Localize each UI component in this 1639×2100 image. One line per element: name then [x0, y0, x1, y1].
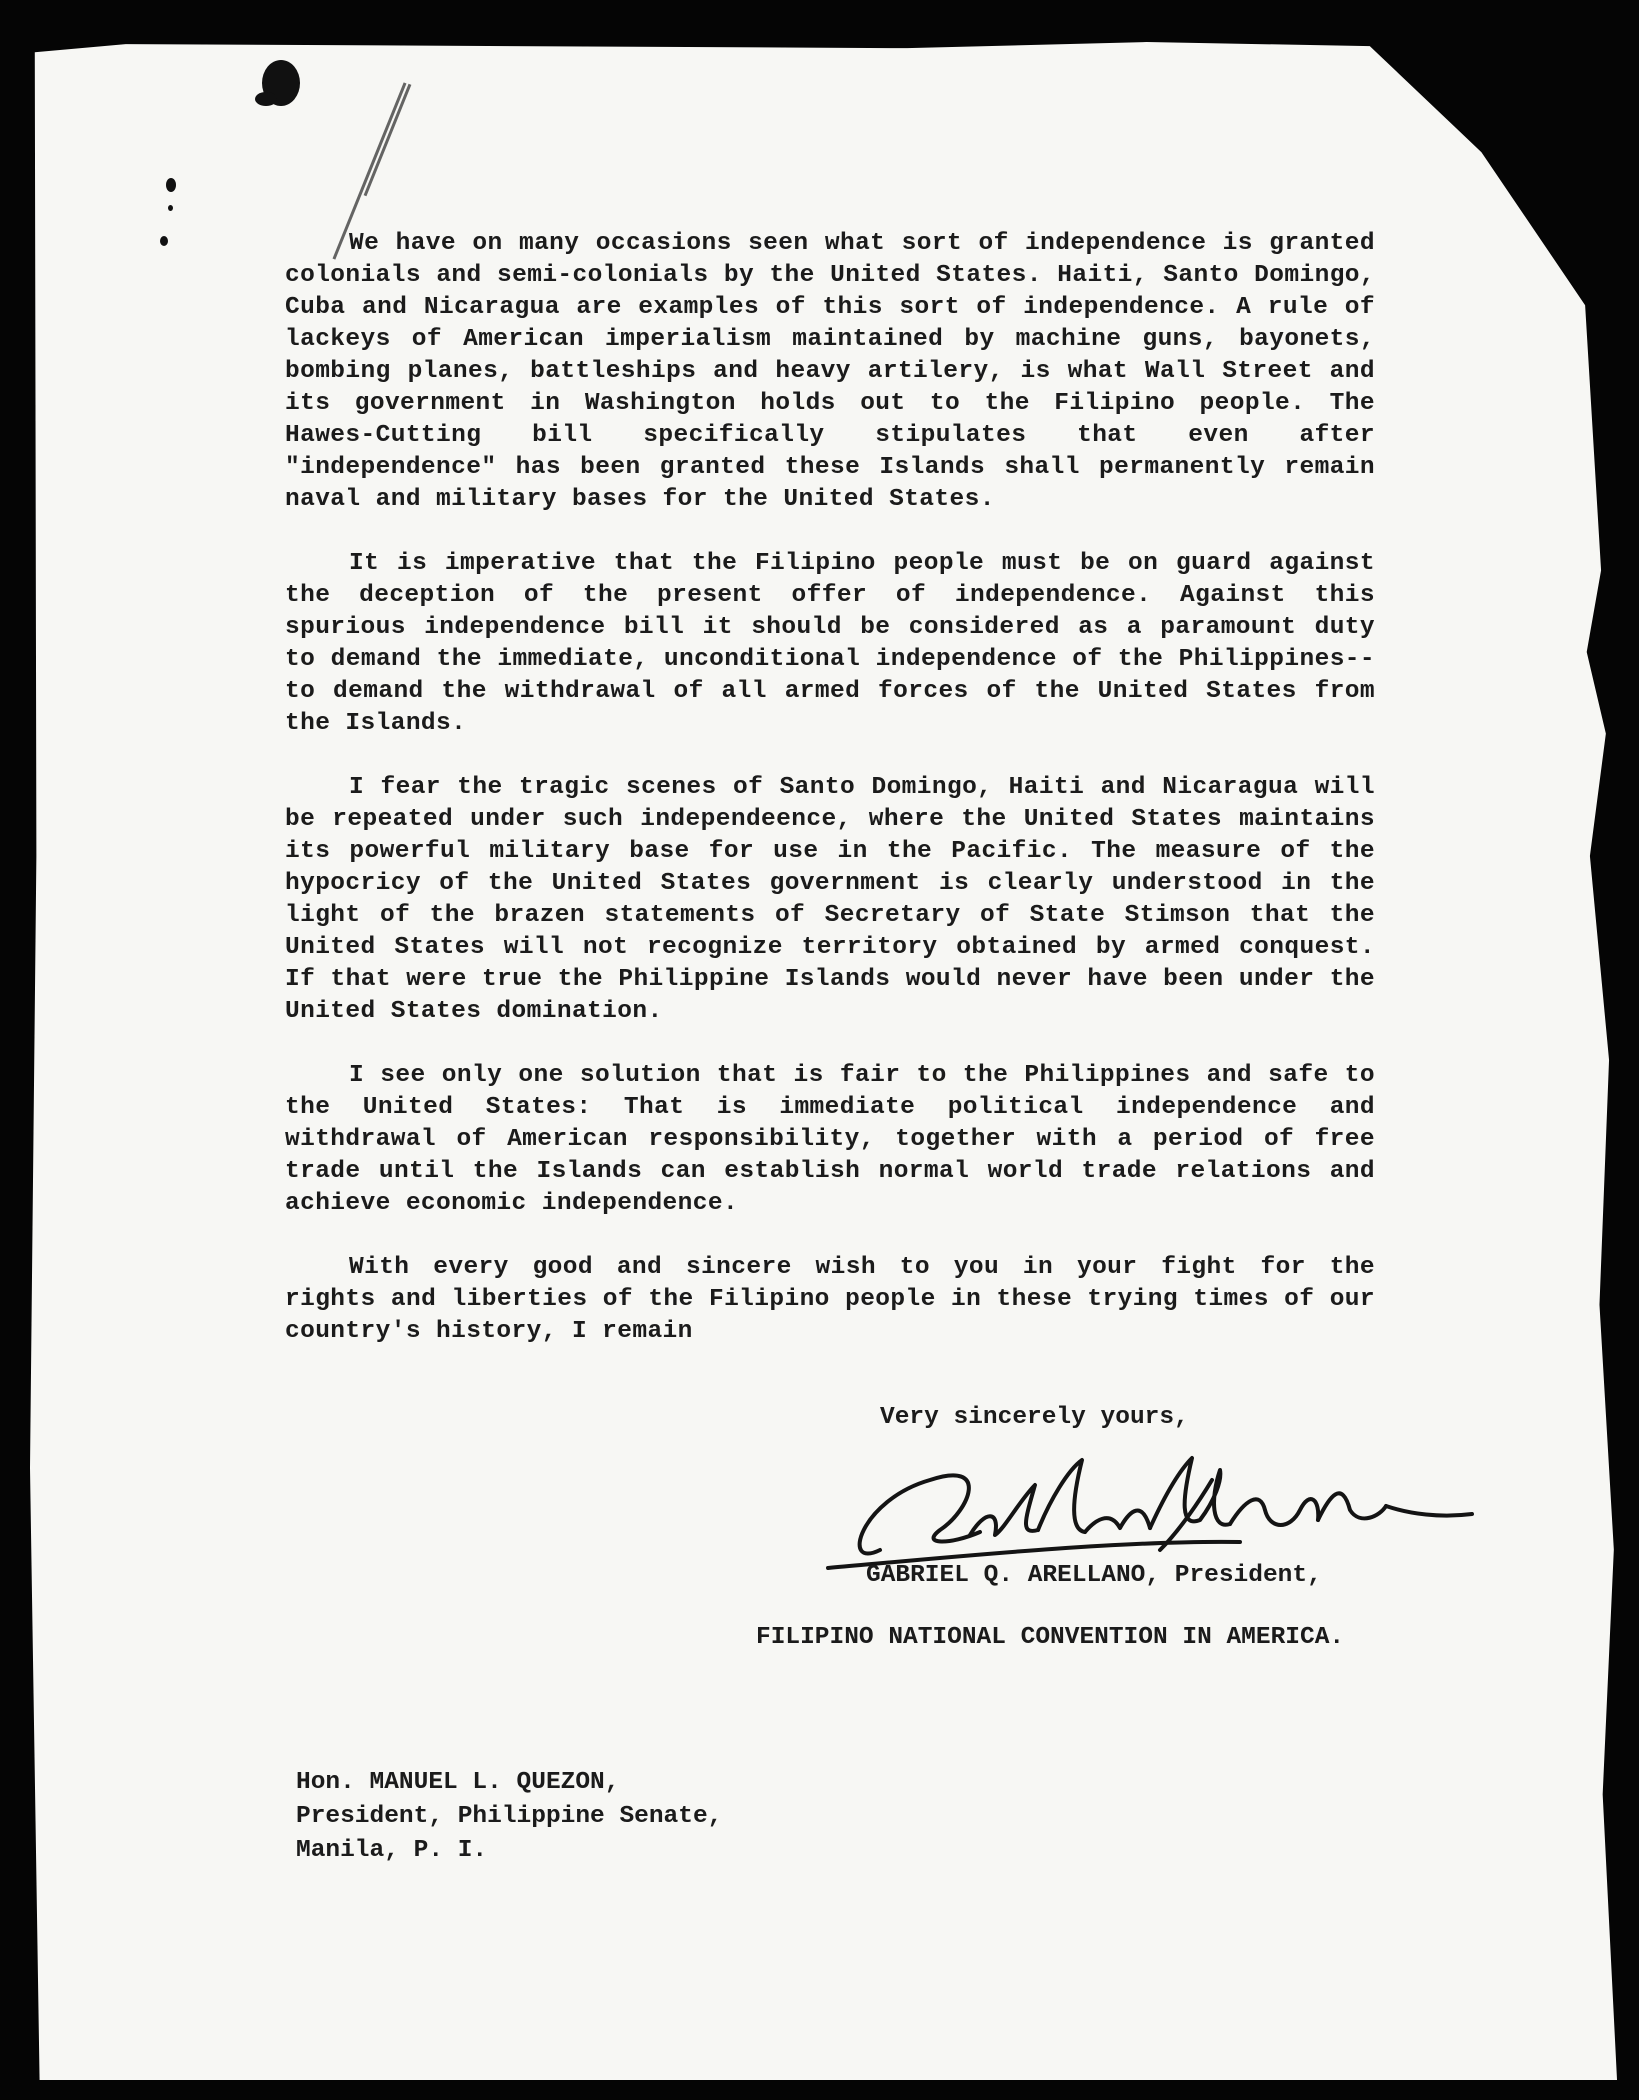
letter-body: [285, 228, 1375, 1380]
organization-name: FILIPINO NATIONAL CONVENTION IN AMERICA.: [756, 1624, 1345, 1651]
letter-paragraph: We have on many occasions seen what sort of independence is granted colonials and semi-colonials by the United States. Haiti, Santo Domingo, Cuba and Nicaragua are examples of this sort of independence. A rule of lackeys of American imperialism maintained by machine guns, bayonets, bombing planes, battleships and heavy artilery, is what Wall Street and its government in Washington holds out to the Filipino people. The Hawes-Cutting bill specifically stipulates that even after "independence" has been granted these Islands shall permanently remain naval and military bases for the United States.: [285, 230, 1375, 513]
ink-blot: [255, 92, 277, 106]
address-line: Manila, P. I.: [296, 1837, 488, 1864]
complimentary-closing: Very sincerely yours,: [880, 1404, 1189, 1431]
letter-paragraph: I fear the tragic scenes of Santo Domingo, Haiti and Nicaragua will be repeated under such independeence, where the United States maintains its powerful military base for use in the Pacific. The measure of the hypocricy of the United States government is clearly understood in the light of the brazen statements of Secretary of State Stimson that the United States will not recognize territory obtained by armed conquest. If that were true the Philippine Islands would never have been under the United States domination.: [285, 774, 1375, 1025]
recipient-address: [296, 1766, 722, 1868]
ink-speck: [160, 236, 168, 246]
letter-paragraph: It is imperative that the Filipino people must be on guard against the deception of the present offer of independence. Against this spurious independence bill it should be considered as a paramount duty to demand the immediate, unconditional independence of the Philippines-- to demand the withdrawal of all armed forces of the United States from the Islands.: [285, 550, 1375, 737]
address-line: President, Philippine Senate,: [296, 1803, 723, 1830]
letter-paragraph: I see only one solution that is fair to the Philippines and safe to the United States: That is immediate political independence and withdrawal of American responsibility, together with a period of free trade until the Islands can establish normal world trade relations and achieve economic independence.: [285, 1062, 1375, 1217]
ink-speck: [166, 178, 176, 192]
letter-paragraph: With every good and sincere wish to you in your fight for the rights and liberties of the Filipino people in these trying times of our country's history, I remain: [285, 1254, 1375, 1345]
signer-name: GABRIEL Q. ARELLANO, President,: [866, 1562, 1322, 1589]
address-line: Hon. MANUEL L. QUEZON,: [296, 1769, 620, 1796]
ink-speck: [168, 205, 173, 211]
